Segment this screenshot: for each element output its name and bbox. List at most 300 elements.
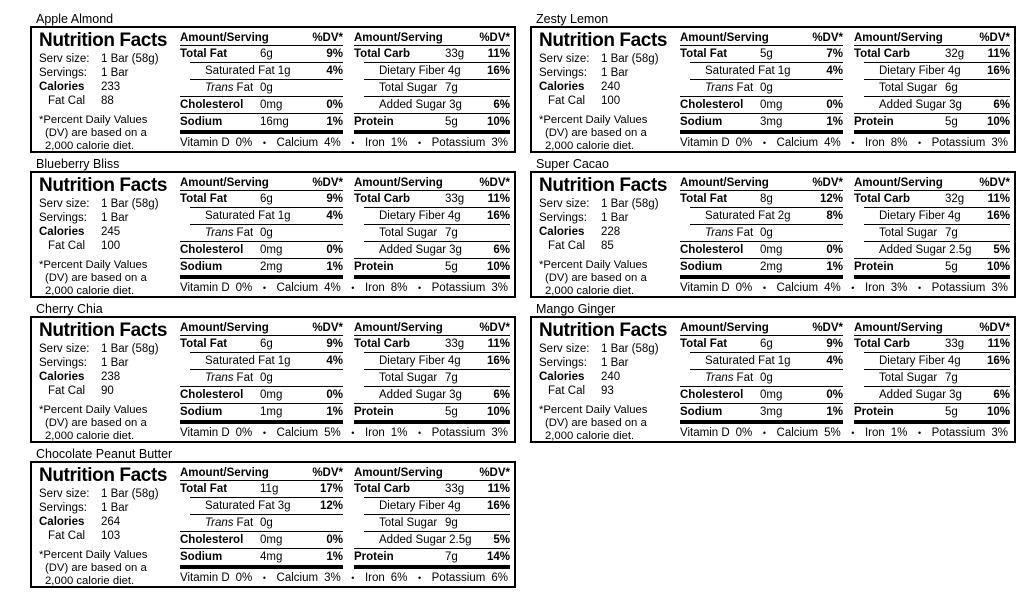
micro-value: 5%: [824, 427, 841, 439]
micro-name: Potassium: [931, 137, 986, 149]
serving-info-panel: [32, 173, 178, 296]
servings-label: Servings:: [39, 502, 87, 514]
micro-name: Calcium: [776, 137, 819, 149]
amount-serving-header: Amount/Serving: [354, 32, 443, 44]
micro-name: Potassium: [931, 282, 986, 294]
thick-divider-bar: [354, 130, 510, 134]
nutrient-table-fats: [180, 465, 343, 569]
servings-value: 1 Bar: [101, 67, 129, 79]
table-header: [854, 175, 1010, 191]
nutrient-amount: 0mg: [260, 534, 283, 546]
row-total-sugar: [354, 370, 510, 386]
daily-values-footnote: *Percent Daily Values (DV) are based on a 2,000 calorie diet.: [39, 549, 148, 587]
nutrient-name: Cholesterol: [680, 99, 744, 111]
fat-cal-value: 93: [601, 385, 614, 397]
nutrient-amount: 0g: [260, 227, 273, 239]
table-header: [354, 320, 510, 336]
micro-potassium: [432, 427, 508, 439]
nutrient-name: [680, 82, 760, 94]
nutrient-amount: 4g: [447, 210, 461, 222]
calories-row: [39, 515, 178, 529]
flavor-title: Super Cacao: [536, 157, 609, 171]
nutrient-name: Cholesterol: [680, 389, 744, 401]
row-total-sugar: [854, 225, 1010, 241]
row-sodium: [680, 259, 843, 275]
nutrition-facts-panel: [530, 316, 1016, 443]
row-saturated-fat: [180, 208, 343, 224]
nutrition-facts-panel: [30, 171, 516, 298]
nutrient-dv: 0%: [326, 244, 343, 256]
nutrient-amount: 0g: [760, 227, 773, 239]
row-dietary-fiber: [354, 63, 510, 79]
nutrient-amount: 0g: [260, 372, 273, 384]
nutrient-amount: 1mg: [260, 406, 283, 418]
nutrient-amount: 0mg: [760, 244, 783, 256]
trans-italic: Trans: [705, 227, 734, 239]
nutrient-dv: 16%: [986, 210, 1010, 222]
nutrient-amount: 2mg: [760, 261, 783, 273]
row-added-sugar: [354, 97, 510, 113]
servings-value: 1 Bar: [101, 212, 129, 224]
servings-label: Servings:: [39, 357, 87, 369]
micronutrients-row: [180, 280, 510, 296]
micro-value: 1%: [390, 137, 408, 149]
dv-header: %DV*: [812, 177, 843, 189]
nutrition-facts-panel: [530, 26, 1016, 153]
table-header: [680, 175, 843, 191]
dv-header: %DV*: [812, 32, 843, 44]
nutrient-name: Added Sugar: [379, 244, 447, 256]
micro-potassium: [432, 572, 508, 584]
serving-info-panel: [32, 28, 178, 151]
nutrient-columns: [680, 175, 1010, 279]
row-cholesterol: [680, 97, 843, 113]
calories-row: [539, 80, 678, 94]
micro-vitamin-d: [180, 427, 252, 439]
nutrient-name: Total Fat: [680, 193, 728, 205]
micro-name: Vitamin D: [180, 282, 230, 294]
micro-iron: [365, 572, 407, 584]
fat-cal-label: Fat Cal: [548, 95, 586, 107]
nutrient-dv: 6%: [493, 244, 510, 256]
nutrition-facts-heading: Nutrition Facts: [39, 175, 168, 196]
nutrient-dv: 5%: [993, 244, 1010, 256]
thick-divider-bar: [354, 420, 510, 424]
nutrient-name: [180, 372, 260, 384]
daily-values-footnote: *Percent Daily Values (DV) are based on a 2,000 calorie diet.: [39, 259, 148, 297]
micro-name: Calcium: [276, 282, 319, 294]
nutrient-dv: 10%: [986, 116, 1010, 128]
fat-cal-label: Fat Cal: [48, 95, 86, 107]
row-protein: [854, 114, 1010, 130]
calories-value: 228: [601, 226, 621, 238]
nutrition-facts-panel: [30, 461, 516, 588]
nutrient-table-carbs: [354, 320, 510, 424]
nutrient-amount: 6g: [260, 48, 273, 60]
trans-italic: Trans: [705, 372, 734, 384]
servings-row: [39, 66, 178, 80]
thick-divider-bar: [854, 130, 1010, 134]
nutrient-name: Saturated Fat: [705, 355, 775, 367]
calories-value: 233: [101, 81, 121, 93]
nutrient-dv: 16%: [486, 65, 510, 77]
row-sodium: [680, 404, 843, 420]
nutrient-tables: [178, 173, 514, 296]
nutrient-amount: 0mg: [260, 389, 283, 401]
nutrient-amount: 7g: [445, 227, 458, 239]
nutrient-table-fats: [180, 30, 343, 134]
amount-serving-header: Amount/Serving: [680, 322, 769, 334]
serv-size-row: [539, 197, 678, 211]
fat-cal-label: Fat Cal: [48, 240, 86, 252]
micro-value: 3%: [491, 427, 508, 439]
serving-info-panel: [532, 28, 678, 151]
calories-value: 240: [601, 371, 621, 383]
nutrient-name: Cholesterol: [680, 244, 744, 256]
row-trans-fat: [680, 225, 843, 241]
row-trans-fat: [180, 515, 343, 531]
micro-vitamin-d: [180, 137, 252, 149]
bullet-separator: •: [262, 283, 266, 293]
thick-divider-bar: [680, 275, 843, 279]
micronutrients-row: [180, 570, 510, 586]
servings-row: [539, 356, 678, 370]
row-added-sugar: [854, 97, 1010, 113]
calories-label: Calories: [539, 371, 585, 383]
nutrient-amount: 3g: [277, 500, 291, 512]
nutrition-facts-heading: Nutrition Facts: [539, 175, 668, 196]
row-sodium: [180, 259, 343, 275]
nutrient-amount: 6g: [260, 193, 273, 205]
nutrition-label-zesty-lemon: [530, 12, 1016, 157]
serv-size-label: Serv size:: [39, 53, 90, 65]
amount-serving-header: Amount/Serving: [354, 177, 443, 189]
nutrient-name: Saturated Fat: [705, 210, 775, 222]
micro-name: Iron: [364, 282, 385, 294]
table-header: [680, 30, 843, 46]
nutrient-dv: 1%: [826, 406, 843, 418]
calories-value: 240: [601, 81, 621, 93]
trans-italic: Trans: [205, 82, 234, 94]
row-dietary-fiber: [854, 63, 1010, 79]
table-header: [180, 30, 343, 46]
nutrient-dv: 10%: [486, 116, 510, 128]
fat-cal-label: Fat Cal: [48, 385, 86, 397]
amount-serving-header: Amount/Serving: [180, 467, 269, 479]
micro-value: 8%: [890, 137, 908, 149]
nutrition-label-cherry-chia: [30, 302, 516, 447]
nutrient-table-fats: [680, 175, 843, 279]
nutrient-dv: 1%: [326, 406, 343, 418]
micro-value: 4%: [824, 282, 841, 294]
calories-label: Calories: [39, 516, 85, 528]
fat-cal-label: Fat Cal: [48, 530, 86, 542]
micro-potassium: [932, 427, 1008, 439]
row-cholesterol: [180, 97, 343, 113]
nutrition-facts-heading: Nutrition Facts: [39, 465, 168, 486]
nutrient-amount: 1g: [277, 210, 291, 222]
nutrient-amount: 0mg: [760, 389, 783, 401]
nutrient-name: Protein: [354, 406, 394, 418]
serv-size-value: 1 Bar (58g): [601, 343, 659, 355]
nutrient-amount: 2mg: [260, 261, 283, 273]
nutrient-name: Saturated Fat: [205, 355, 275, 367]
nutrient-amount: 6g: [760, 338, 773, 350]
nutrient-dv: 6%: [493, 389, 510, 401]
micro-calcium: [277, 572, 341, 584]
trans-rest: Fat: [736, 372, 754, 384]
amount-serving-header: Amount/Serving: [180, 322, 269, 334]
nutrient-name: Total Sugar: [879, 227, 938, 239]
micro-name: Potassium: [431, 572, 486, 584]
dv-header: %DV*: [479, 322, 510, 334]
row-cholesterol: [180, 242, 343, 258]
row-total-carb: [354, 336, 510, 352]
nutrient-tables: [178, 463, 514, 586]
nutrient-dv: 0%: [826, 244, 843, 256]
nutrient-table-fats: [680, 320, 843, 424]
bullet-separator: •: [351, 428, 355, 438]
nutrient-name: Protein: [354, 261, 394, 273]
row-cholesterol: [680, 242, 843, 258]
nutrient-name: Added Sugar: [379, 534, 447, 546]
nutrient-amount: 4g: [947, 65, 961, 77]
serv-size-label: Serv size:: [39, 198, 90, 210]
micro-iron: [865, 137, 907, 149]
nutrient-amount: 2.5g: [949, 244, 972, 256]
nutrient-dv: 11%: [987, 338, 1010, 350]
nutrient-amount: 5g: [945, 261, 958, 273]
fat-cal-row: [539, 384, 678, 398]
fat-cal-value: 85: [601, 240, 614, 252]
row-total-carb: [854, 191, 1010, 207]
servings-value: 1 Bar: [601, 212, 629, 224]
micro-value: 3%: [491, 282, 508, 294]
dv-header: %DV*: [479, 32, 510, 44]
flavor-title: Cherry Chia: [36, 302, 103, 316]
nutrient-dv: 6%: [993, 99, 1010, 111]
nutrient-amount: 33g: [945, 338, 965, 350]
nutrient-amount: 33g: [445, 48, 465, 60]
row-total-fat: [180, 191, 343, 207]
nutrient-amount: 5g: [445, 406, 458, 418]
fat-cal-row: [539, 94, 678, 108]
thick-divider-bar: [180, 275, 343, 279]
nutrient-name: Dietary Fiber: [879, 65, 945, 77]
nutrient-name: Sodium: [680, 261, 723, 273]
nutrient-dv: 12%: [319, 500, 343, 512]
micro-value: 3%: [991, 427, 1008, 439]
table-header: [354, 30, 510, 46]
micro-value: 4%: [324, 137, 341, 149]
serv-size-label: Serv size:: [39, 343, 90, 355]
nutrient-amount: 1g: [777, 65, 791, 77]
nutrition-facts-panel: [30, 316, 516, 443]
nutrition-facts-heading: Nutrition Facts: [539, 320, 668, 341]
nutrient-dv: 11%: [487, 193, 510, 205]
amount-serving-header: Amount/Serving: [854, 32, 943, 44]
micro-calcium: [777, 282, 841, 294]
nutrient-name: Dietary Fiber: [379, 65, 445, 77]
calories-value: 264: [101, 516, 121, 528]
micro-name: Vitamin D: [680, 137, 730, 149]
micro-value: 0%: [735, 282, 753, 294]
nutrient-amount: 4g: [447, 355, 461, 367]
nutrient-amount: 3g: [449, 389, 462, 401]
row-saturated-fat: [180, 353, 343, 369]
nutrient-dv: 10%: [486, 406, 510, 418]
nutrient-tables: [178, 28, 514, 151]
nutrient-columns: [180, 175, 510, 279]
nutrient-name: Total Sugar: [379, 227, 438, 239]
micro-potassium: [432, 137, 508, 149]
nutrient-name: Total Fat: [180, 483, 228, 495]
nutrient-amount: 1g: [777, 355, 791, 367]
nutrient-name: Sodium: [680, 116, 723, 128]
nutrient-dv: 11%: [487, 48, 510, 60]
micro-value: 0%: [235, 427, 253, 439]
nutrient-dv: 9%: [326, 48, 343, 60]
nutrient-name: Protein: [854, 261, 894, 273]
micro-name: Vitamin D: [680, 427, 730, 439]
bullet-separator: •: [917, 138, 922, 148]
row-total-fat: [180, 336, 343, 352]
nutrient-amount: 8g: [760, 193, 773, 205]
bullet-separator: •: [917, 428, 922, 438]
serv-size-label: Serv size:: [539, 53, 590, 65]
nutrient-amount: 4mg: [260, 551, 283, 563]
nutrient-table-carbs: [354, 175, 510, 279]
calories-row: [39, 225, 178, 239]
nutrient-amount: 0g: [760, 82, 773, 94]
nutrient-amount: 4g: [947, 210, 961, 222]
micronutrients-row: [680, 425, 1010, 441]
nutrition-label-blueberry-bliss: [30, 157, 516, 302]
calories-value: 245: [101, 226, 121, 238]
fat-cal-row: [39, 239, 178, 253]
nutrient-name: Total Fat: [180, 48, 228, 60]
nutrient-dv: 16%: [986, 355, 1010, 367]
fat-cal-label: Fat Cal: [548, 385, 586, 397]
micro-name: Calcium: [276, 427, 319, 439]
calories-label: Calories: [539, 81, 585, 93]
nutrient-dv: 9%: [326, 338, 343, 350]
nutrient-name: Total Sugar: [879, 82, 938, 94]
micro-calcium: [277, 427, 341, 439]
nutrient-dv: 1%: [826, 116, 843, 128]
nutrient-dv: 4%: [326, 210, 343, 222]
nutrient-name: [180, 517, 260, 529]
nutrient-amount: 7g: [945, 372, 958, 384]
row-dietary-fiber: [854, 353, 1010, 369]
nutrient-amount: 6g: [260, 338, 273, 350]
micro-value: 3%: [890, 282, 908, 294]
row-total-carb: [854, 46, 1010, 62]
row-dietary-fiber: [854, 208, 1010, 224]
servings-value: 1 Bar: [101, 357, 129, 369]
dv-header: %DV*: [312, 467, 343, 479]
row-total-fat: [180, 46, 343, 62]
bullet-separator: •: [417, 573, 422, 583]
row-trans-fat: [180, 80, 343, 96]
nutrient-amount: 0mg: [260, 99, 283, 111]
thick-divider-bar: [854, 275, 1010, 279]
nutrient-dv: 9%: [826, 338, 843, 350]
servings-value: 1 Bar: [601, 357, 629, 369]
trans-rest: Fat: [236, 82, 254, 94]
nutrient-table-carbs: [354, 30, 510, 134]
micro-iron: [365, 282, 407, 294]
micro-name: Potassium: [431, 137, 486, 149]
nutrient-amount: 7g: [945, 227, 958, 239]
micro-calcium: [277, 137, 341, 149]
row-sodium: [680, 114, 843, 130]
nutrient-name: Cholesterol: [180, 389, 244, 401]
micro-vitamin-d: [680, 282, 752, 294]
nutrient-dv: 0%: [326, 534, 343, 546]
nutrient-table-fats: [180, 175, 343, 279]
nutrient-amount: 5g: [445, 116, 458, 128]
nutrient-amount: 0g: [260, 82, 273, 94]
micro-value: 3%: [324, 572, 341, 584]
micronutrients-row: [180, 135, 510, 151]
serv-size-label: Serv size:: [539, 343, 590, 355]
bullet-separator: •: [351, 573, 355, 583]
nutrient-dv: 16%: [486, 500, 510, 512]
nutrient-amount: 5g: [445, 261, 458, 273]
table-header: [180, 175, 343, 191]
nutrient-name: Total Sugar: [379, 82, 438, 94]
micro-name: Iron: [364, 137, 385, 149]
trans-italic: Trans: [705, 82, 734, 94]
amount-serving-header: Amount/Serving: [180, 177, 269, 189]
nutrient-amount: 7g: [445, 82, 458, 94]
nutrition-label-mango-ginger: [530, 302, 1016, 447]
table-header: [854, 320, 1010, 336]
nutrient-dv: 16%: [986, 65, 1010, 77]
daily-values-footnote: *Percent Daily Values (DV) are based on a 2,000 calorie diet.: [39, 114, 148, 152]
micro-vitamin-d: [680, 427, 752, 439]
nutrient-amount: 7g: [445, 551, 458, 563]
micro-name: Vitamin D: [180, 572, 230, 584]
table-header: [680, 320, 843, 336]
nutrient-amount: 7g: [445, 372, 458, 384]
trans-italic: Trans: [205, 517, 234, 529]
row-total-carb: [354, 191, 510, 207]
nutrient-name: Added Sugar: [379, 389, 447, 401]
row-total-fat: [680, 46, 843, 62]
amount-serving-header: Amount/Serving: [354, 322, 443, 334]
thick-divider-bar: [680, 420, 843, 424]
nutrient-dv: 17%: [319, 483, 343, 495]
nutrient-amount: 11g: [260, 483, 279, 495]
servings-value: 1 Bar: [601, 67, 629, 79]
micro-value: 6%: [491, 572, 508, 584]
nutrient-dv: 1%: [826, 261, 843, 273]
micro-vitamin-d: [180, 282, 252, 294]
dv-header: %DV*: [312, 32, 343, 44]
micro-value: 0%: [735, 427, 753, 439]
row-dietary-fiber: [354, 353, 510, 369]
flavor-title: Blueberry Bliss: [36, 157, 120, 171]
nutrient-name: Dietary Fiber: [379, 210, 445, 222]
bullet-separator: •: [851, 283, 855, 293]
nutrient-amount: 9g: [445, 517, 458, 529]
nutrient-table-carbs: [354, 465, 510, 569]
micro-value: 6%: [390, 572, 408, 584]
nutrient-name: Sodium: [180, 116, 223, 128]
nutrient-dv: 11%: [487, 338, 510, 350]
